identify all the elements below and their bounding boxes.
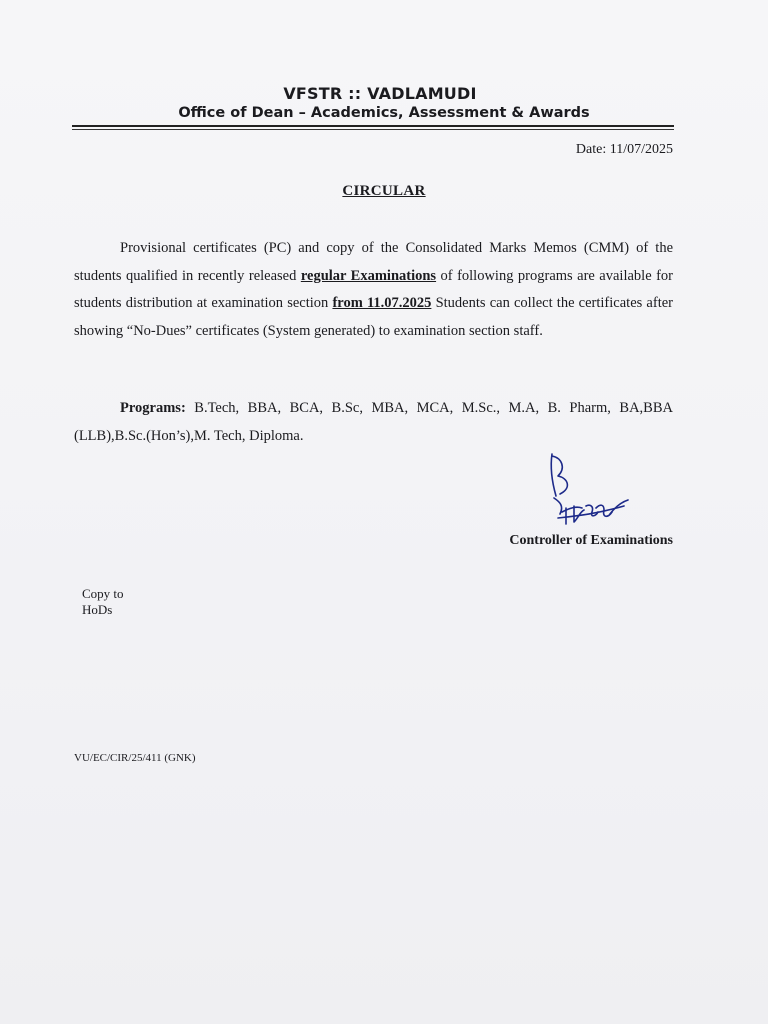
signature-image: [536, 448, 636, 534]
body-text-2: of following programs are available for students distribution at examination section: [74, 267, 673, 311]
body-text-3: Students can collect the certificates after showing “No-Dues” certificates (System generated) to examination section staff.: [74, 295, 673, 339]
signatory-designation: Controller of Examinations: [509, 533, 673, 548]
copy-to-label: Copy to: [82, 586, 124, 601]
body-text-1: Provisional certificates (PC) and copy of the Consolidated Marks Memos (CMM) of the students qualified in recently released: [74, 240, 673, 284]
circular-title: CIRCULAR: [342, 183, 426, 199]
reference-number: VU/EC/CIR/25/411 (GNK): [74, 752, 196, 764]
programs-list: B.Tech, BBA, BCA, B.Sc, MBA, MCA, M.Sc., M.A, B. Pharm, BA,BBA (LLB),B.Sc.(Hon’s),M. Tech, Diploma.: [74, 400, 673, 444]
institution-name: VFSTR :: VADLAMUDI: [283, 84, 477, 103]
programs-paragraph: [74, 395, 673, 450]
body-emphasis-examinations: regular Examinations: [300, 267, 437, 284]
circular-date: Date: 11/07/2025: [575, 142, 673, 157]
programs-label: Programs:: [120, 400, 186, 416]
header-rule-thick: [72, 125, 674, 127]
header-rule-thin: [72, 129, 674, 130]
copy-to-block: [82, 586, 124, 618]
letterhead: [0, 84, 768, 121]
office-name: Office of Dean – Academics, Assessment & Awards: [178, 105, 590, 121]
body-emphasis-date: from 11.07.2025: [332, 295, 432, 311]
copy-to-recipient: HoDs: [82, 602, 113, 617]
body-paragraph: [74, 235, 673, 345]
